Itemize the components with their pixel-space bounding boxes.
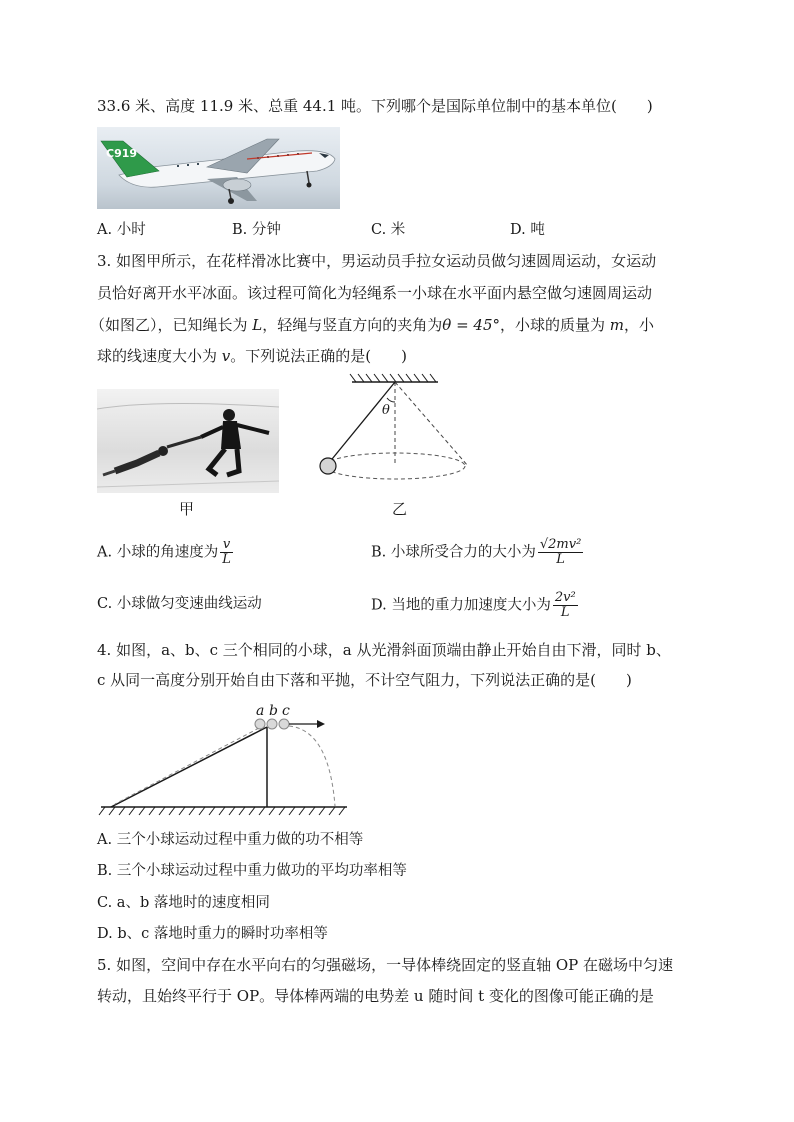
airplane-photo xyxy=(97,127,340,209)
ball-label-a: a xyxy=(256,703,265,719)
q3-angle-eq: θ = 45° xyxy=(442,316,500,334)
q4-option-d: D. b、c 落地时重力的瞬时功率相等 xyxy=(97,926,328,942)
ball-label-c: c xyxy=(282,703,290,719)
q4-line-2: c 从同一高度分别开始自由下落和平抛，不计空气阻力，下列说法正确的是( ) xyxy=(97,671,632,689)
q3-option-d xyxy=(371,591,578,620)
q3-option-c: C. 小球做匀变速曲线运动 xyxy=(97,596,262,612)
q3-line3-text: （如图乙），已知绳长为 xyxy=(90,316,253,334)
q3-line-2: 员恰好离开水平冰面。该过程可简化为轻绳系一小球在水平面内悬空做匀速圆周运动 xyxy=(97,284,653,302)
q4-option-a: A. 三个小球运动过程中重力做的功不相等 xyxy=(97,832,364,848)
conical-pendulum-diagram xyxy=(310,372,480,502)
q3-option-d-text: D. 当地的重力加速度大小为 xyxy=(371,597,551,614)
q2-option-c: C. 米 xyxy=(371,222,406,238)
q3-line3-text: ，小 xyxy=(624,316,655,334)
q4-line-1: 4. 如图，a、b、c 三个相同的小球，a 从光滑斜面顶端由静止开始自由下滑，同时 b、 xyxy=(97,641,671,659)
q4-option-b: B. 三个小球运动过程中重力做功的平均功率相等 xyxy=(97,863,407,879)
q3-option-b xyxy=(371,538,583,567)
q2-option-b: B. 分钟 xyxy=(232,222,281,238)
theta-label: θ xyxy=(382,403,390,418)
q3-line3-text: ，轻绳与竖直方向的夹角为 xyxy=(262,316,443,334)
q3-option-a-fraction xyxy=(220,538,233,567)
q3-var-m: m xyxy=(609,316,625,334)
q3-option-a-text: A. 小球的角速度为 xyxy=(97,544,219,561)
q5-line-2: 转动，且始终平行于 OP。导体棒两端的电势差 u 随时间 t 变化的图像可能正确的是 xyxy=(97,987,654,1005)
q3-var-L: L xyxy=(252,316,263,334)
q2-stem: 33.6 米、高度 11.9 米、总重 44.1 吨。下列哪个是国际单位制中的基本单位( ) xyxy=(97,97,653,115)
q3-line-4 xyxy=(97,346,407,366)
q3-option-a xyxy=(97,538,233,567)
q3-option-b-text: B. 小球所受合力的大小为 xyxy=(371,544,536,561)
fraction-numerator: v xyxy=(220,538,233,553)
fraction-numerator: 2v² xyxy=(554,590,576,605)
fraction-denominator: L xyxy=(556,552,565,567)
figure-yi-label: 乙 xyxy=(392,500,408,518)
q2-option-a: A. 小时 xyxy=(97,222,146,238)
incline-projectile-diagram xyxy=(97,700,357,820)
ball-label-b: b xyxy=(269,703,278,719)
q5-line-1: 5. 如图，空间中存在水平向右的匀强磁场，一导体棒绕固定的竖直轴 OP 在磁场中匀速 xyxy=(97,956,674,974)
fraction-numerator: √2mv² xyxy=(539,537,582,552)
q3-line-1: 3. 如图甲所示，在花样滑冰比赛中，男运动员手拉女运动员做匀速圆周运动，女运动 xyxy=(97,252,657,270)
q2-option-d: D. 吨 xyxy=(510,222,545,238)
q3-var-v: v xyxy=(221,347,231,365)
skaters-image xyxy=(97,389,279,493)
q4-option-c: C. a、b 落地时的速度相同 xyxy=(97,895,270,911)
skaters-photo xyxy=(97,389,279,493)
q3-line3-text: ，小球的质量为 xyxy=(500,316,610,334)
q3-line4-text: 。下列说法正确的是( ) xyxy=(230,347,407,365)
q3-option-d-fraction xyxy=(553,591,578,620)
figure-jia-label: 甲 xyxy=(179,500,195,518)
q3-line-3 xyxy=(90,315,654,335)
fraction-denominator: L xyxy=(222,552,231,567)
q3-line4-text: 球的线速度大小为 xyxy=(97,347,222,365)
tail-logo: C919 xyxy=(106,147,138,160)
q3-option-b-fraction xyxy=(538,538,583,567)
airplane-image xyxy=(97,127,340,209)
fraction-denominator: L xyxy=(560,605,570,620)
